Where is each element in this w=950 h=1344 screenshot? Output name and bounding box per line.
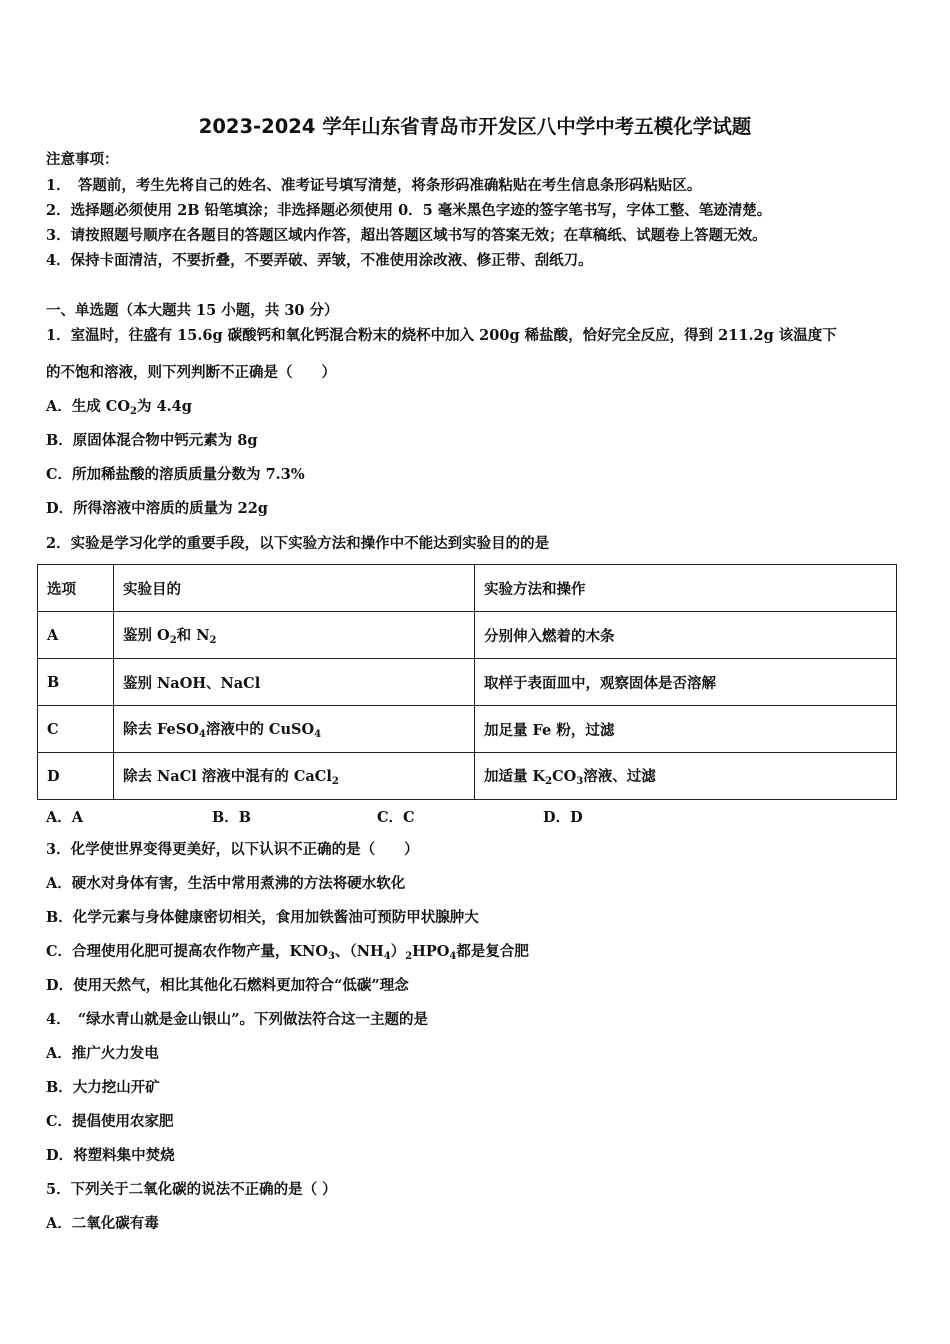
q3-stem: 3．化学使世界变得更美好，以下认识不正确的是（ ） xyxy=(46,841,419,858)
purpose-text: 除去 NaCl 溶液中混有的 CaCl xyxy=(123,768,332,785)
q1-option-d: D．所得溶液中溶质的质量为 22g xyxy=(46,500,268,517)
q3-option-c-text: HPO xyxy=(412,943,450,960)
method-cell: 取样于表面皿中，观察固体是否溶解 xyxy=(475,659,897,706)
q1-option-a-suffix: 为 4.4g xyxy=(136,398,192,415)
notice-heading: 注意事项： xyxy=(46,151,119,168)
page-title: 2023-2024 学年山东省青岛市开发区八中学中考五模化学试题 xyxy=(198,115,752,138)
subscript: 4 xyxy=(383,951,391,962)
q2-option-a: A．A xyxy=(46,809,84,826)
q1-option-a xyxy=(46,397,192,422)
q3-option-a: A．硬水对身体有害，生活中常用煮沸的方法将硬水软化 xyxy=(46,875,406,892)
option-key-cell: A xyxy=(38,612,114,659)
q1-stem-line2: 的不饱和溶液，则下列判断不正确是（ ） xyxy=(46,364,336,381)
subscript: 2 xyxy=(545,776,553,787)
purpose-text: 溶液中的 CuSO xyxy=(205,721,315,738)
method-text: CO xyxy=(552,768,577,785)
q3-option-c-text: 都是复合肥 xyxy=(456,943,529,960)
header-cell: 实验目的 xyxy=(114,565,475,612)
q3-option-d: D．使用天然气，相比其他化石燃料更加符合“低碳”理念 xyxy=(46,977,409,994)
method-cell: 加足量 Fe 粉，过滤 xyxy=(475,706,897,753)
q4-option-d: D．将塑料集中焚烧 xyxy=(46,1147,175,1164)
purpose-text: 鉴别 O xyxy=(123,627,170,644)
notice-item: 3．请按照题号顺序在各题目的答题区域内作答，超出答题区域书写的答案无效；在草稿纸、试题卷上答题无效。 xyxy=(46,227,767,244)
q2-option-b: B．B xyxy=(212,809,252,826)
q2-option-c: C．C xyxy=(377,809,415,826)
table-row xyxy=(38,753,897,800)
purpose-cell: 鉴别 NaOH、NaCl xyxy=(114,659,475,706)
notice-item: 1． 答题前，考生先将自己的姓名、准考证号填写清楚，将条形码准确粘贴在考生信息条形码粘贴区。 xyxy=(46,177,702,194)
subscript: 2 xyxy=(129,406,137,417)
header-cell: 实验方法和操作 xyxy=(475,565,897,612)
q4-stem: 4． “绿水青山就是金山银山”。下列做法符合这一主题的是 xyxy=(46,1011,429,1028)
table-header-row xyxy=(38,565,897,612)
subscript: 4 xyxy=(314,729,322,740)
table-row xyxy=(38,612,897,659)
subscript: 2 xyxy=(405,951,413,962)
q5-option-a: A．二氧化碳有毒 xyxy=(46,1215,159,1232)
table-row xyxy=(38,706,897,753)
notice-item: 2．选择题必须使用 2B 铅笔填涂；非选择题必须使用 0．5 毫米黑色字迹的签字笔书写，字体工整、笔迹清楚。 xyxy=(46,202,772,219)
q5-stem: 5．下列关于二氧化碳的说法不正确的是（ ） xyxy=(46,1181,337,1198)
q2-option-d: D．D xyxy=(543,809,583,826)
q2-stem: 2．实验是学习化学的重要手段，以下实验方法和操作中不能达到实验目的的是 xyxy=(46,535,550,552)
purpose-cell xyxy=(114,612,475,659)
section-heading: 一、单选题（本大题共 15 小题，共 30 分） xyxy=(46,302,339,319)
q4-option-c: C．提倡使用农家肥 xyxy=(46,1113,174,1130)
purpose-cell xyxy=(114,706,475,753)
option-key-cell: B xyxy=(38,659,114,706)
q3-option-c-text: C．合理使用化肥可提高农作物产量，KNO xyxy=(46,943,329,960)
subscript: 2 xyxy=(331,776,339,787)
q1-stem-line1: 1．室温时，往盛有 15.6g 碳酸钙和氧化钙混合粉末的烧杯中加入 200g 稀盐酸，恰好完全反应，得到 211.2g 该温度下 xyxy=(46,327,837,344)
subscript: 3 xyxy=(328,951,335,962)
purpose-text: 和 N xyxy=(176,627,210,644)
q1-option-a-prefix: A．生成 CO xyxy=(46,398,130,415)
subscript: 2 xyxy=(169,635,177,646)
table-row xyxy=(38,659,897,706)
purpose-text: 除去 FeSO xyxy=(123,721,199,738)
notice-item: 4．保持卡面清洁，不要折叠，不要弄破、弄皱，不准使用涂改液、修正带、刮纸刀。 xyxy=(46,252,593,269)
subscript: 2 xyxy=(209,635,217,646)
q3-option-b: B．化学元素与身体健康密切相关，食用加铁酱油可预防甲状腺肿大 xyxy=(46,909,479,926)
subscript: 4 xyxy=(198,729,206,740)
method-text: 溶液、过滤 xyxy=(583,768,656,785)
q1-option-c: C．所加稀盐酸的溶质质量分数为 7.3% xyxy=(46,466,305,483)
subscript: 3 xyxy=(576,776,584,787)
q3-option-c-text: ） xyxy=(390,943,406,960)
option-key-cell: C xyxy=(38,706,114,753)
q4-option-b: B．大力挖山开矿 xyxy=(46,1079,160,1096)
q3-option-c-text: 、（NH xyxy=(335,943,384,960)
method-cell xyxy=(475,753,897,800)
q1-option-b: B．原固体混合物中钙元素为 8g xyxy=(46,432,258,449)
header-cell: 选项 xyxy=(38,565,114,612)
q4-option-a: A．推广火力发电 xyxy=(46,1045,159,1062)
purpose-cell xyxy=(114,753,475,800)
method-text: 加适量 K xyxy=(484,768,546,785)
option-key-cell: D xyxy=(38,753,114,800)
q3-option-c xyxy=(46,942,529,967)
experiment-table xyxy=(37,564,897,800)
subscript: 4 xyxy=(449,951,457,962)
method-cell: 分别伸入燃着的木条 xyxy=(475,612,897,659)
